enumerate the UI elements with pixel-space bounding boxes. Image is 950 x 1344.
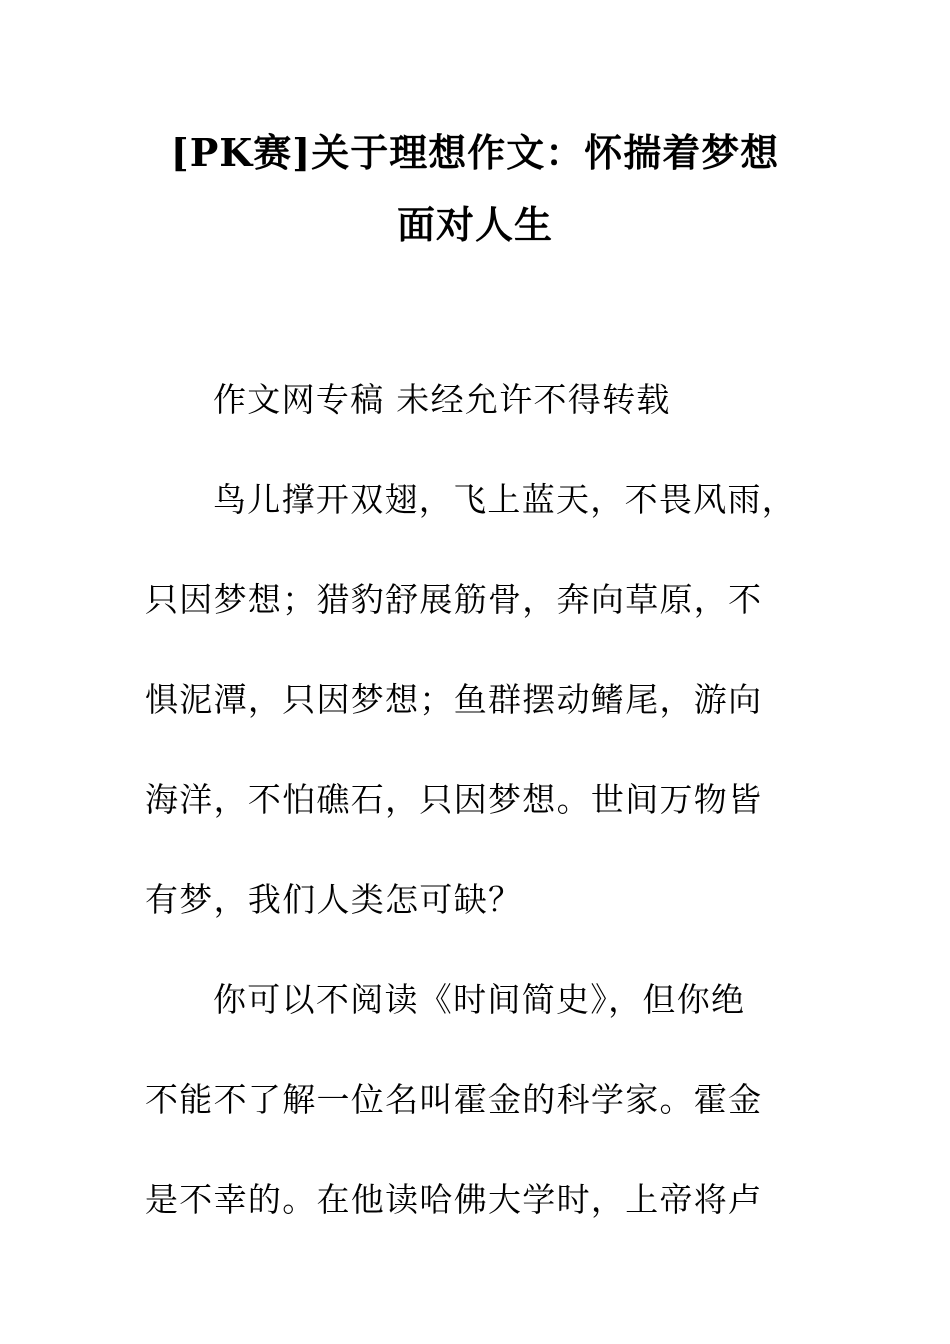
paragraph-1-line-5: 有梦，我们人类怎可缺？ bbox=[145, 880, 523, 919]
document-title-line-1: [PK赛]关于理想作文：怀揣着梦想 bbox=[170, 130, 780, 175]
paragraph-1-line-4: 海洋，不怕礁石，只因梦想。世间万物皆 bbox=[145, 780, 763, 819]
document-title-line-2: 面对人生 bbox=[396, 202, 553, 247]
paragraph-2-line-1: 你可以不阅读《时间简史》，但你绝 bbox=[213, 980, 746, 1019]
paragraph-1-line-3: 惧泥潭，只因梦想；鱼群摆动鳍尾，游向 bbox=[145, 680, 763, 719]
byline-text: 作文网专稿 未经允许不得转载 bbox=[213, 380, 671, 419]
paragraph-2-line-2: 不能不了解一位名叫霍金的科学家。霍金 bbox=[145, 1080, 763, 1119]
paragraph-2-line-3: 是不幸的。在他读哈佛大学时，上帝将卢 bbox=[145, 1180, 763, 1219]
paragraph-1-line-1: 鸟儿撑开双翅，飞上蓝天，不畏风雨， bbox=[213, 480, 797, 519]
paragraph-1-line-2: 只因梦想；猎豹舒展筋骨，奔向草原，不 bbox=[145, 580, 763, 619]
